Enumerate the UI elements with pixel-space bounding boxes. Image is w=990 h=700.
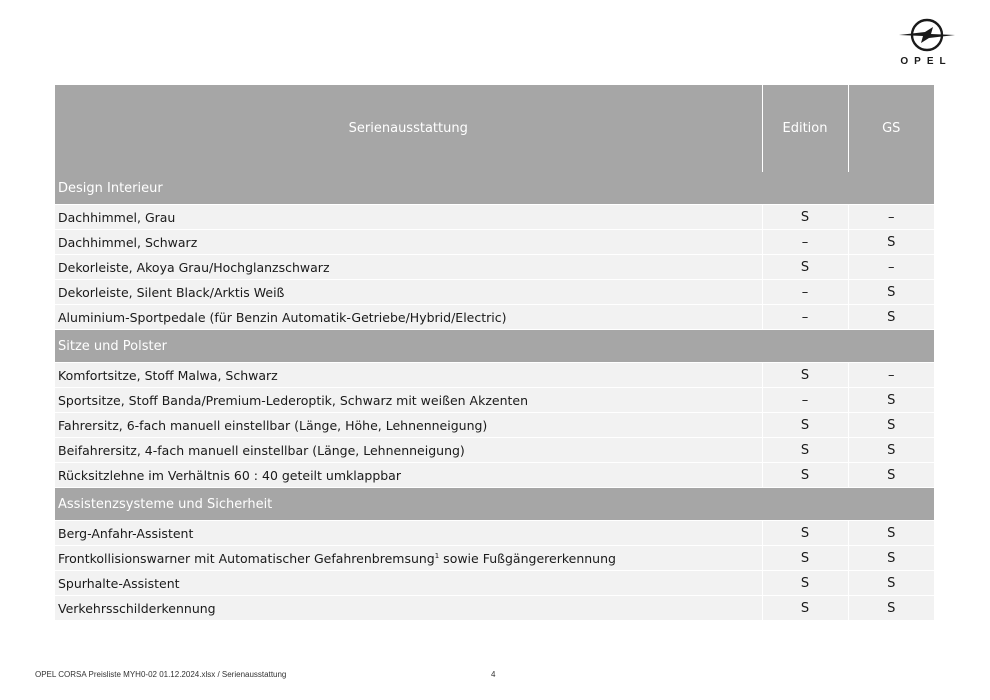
feature-label-text: Dachhimmel, Schwarz: [58, 234, 198, 250]
table-row: [55, 546, 934, 571]
feature-label: [55, 305, 762, 330]
feature-label-text: Beifahrersitz, 4-fach manuell einstellbar (Länge, Lehnenneigung): [58, 442, 465, 458]
table-row: [55, 571, 934, 596]
feature-label: [55, 280, 762, 305]
section-title: Sitze und Polster: [55, 330, 934, 363]
section-title: Design Interieur: [55, 172, 934, 205]
feature-label: [55, 546, 762, 571]
table-row: [55, 413, 934, 438]
value-edition: S: [762, 571, 848, 596]
header-title: Serienausstattung: [55, 85, 762, 172]
footnote-marker: 1: [434, 551, 440, 560]
feature-label: [55, 571, 762, 596]
table-row: [55, 596, 934, 621]
value-edition: S: [762, 596, 848, 621]
value-gs: S: [848, 546, 934, 571]
section-title: Assistenzsysteme und Sicherheit: [55, 488, 934, 521]
table-row: [55, 280, 934, 305]
feature-label: [55, 463, 762, 488]
opel-wordmark: OPEL: [900, 56, 952, 67]
section-header-row: [55, 172, 934, 205]
feature-label: [55, 438, 762, 463]
section-header-row: [55, 488, 934, 521]
value-edition: S: [762, 546, 848, 571]
value-edition: S: [762, 255, 848, 280]
value-gs: S: [848, 438, 934, 463]
table-row: [55, 305, 934, 330]
value-gs: S: [848, 230, 934, 255]
opel-logo: [893, 18, 963, 70]
feature-label-text: Aluminium-Sportpedale (für Benzin Automatik-Getriebe/Hybrid/Electric): [58, 309, 507, 325]
table-row: [55, 205, 934, 230]
header-col-gs: GS: [848, 85, 934, 172]
value-edition: S: [762, 463, 848, 488]
value-gs: –: [848, 205, 934, 230]
feature-label: [55, 413, 762, 438]
feature-label-text: Dekorleiste, Silent Black/Arktis Weiß: [58, 284, 285, 300]
feature-label-text: Spurhalte-Assistent: [58, 575, 180, 591]
feature-label-text: Berg-Anfahr-Assistent: [58, 525, 194, 541]
table-row: [55, 230, 934, 255]
feature-label-suffix: sowie Fußgängererkennung: [439, 550, 616, 566]
value-edition: S: [762, 205, 848, 230]
table-row: [55, 521, 934, 546]
value-gs: S: [848, 463, 934, 488]
page-number: 4: [491, 670, 496, 679]
feature-label-text: Frontkollisionswarner mit Automatischer Gefahrenbremsung: [58, 550, 435, 566]
value-gs: S: [848, 596, 934, 621]
feature-label: [55, 205, 762, 230]
table-row: [55, 255, 934, 280]
value-edition: S: [762, 521, 848, 546]
footer-filename: OPEL CORSA Preisliste MYH0-02 01.12.2024.xlsx / Serienausstattung: [35, 670, 287, 679]
table-row: [55, 388, 934, 413]
section-header-row: [55, 330, 934, 363]
value-edition: –: [762, 388, 848, 413]
feature-label-text: Komfortsitze, Stoff Malwa, Schwarz: [58, 367, 278, 383]
feature-label: [55, 521, 762, 546]
feature-label-text: Rücksitzlehne im Verhältnis 60 : 40 geteilt umklappbar: [58, 467, 401, 483]
value-edition: –: [762, 305, 848, 330]
table-row: [55, 363, 934, 388]
value-gs: S: [848, 413, 934, 438]
value-edition: S: [762, 438, 848, 463]
header-col-edition: Edition: [762, 85, 848, 172]
feature-label-text: Fahrersitz, 6-fach manuell einstellbar (Länge, Höhe, Lehnenneigung): [58, 417, 488, 433]
feature-label: [55, 388, 762, 413]
table-row: [55, 463, 934, 488]
equipment-table: [55, 85, 934, 621]
feature-label: [55, 230, 762, 255]
value-edition: S: [762, 363, 848, 388]
opel-blitz-icon: [897, 18, 957, 52]
value-gs: S: [848, 388, 934, 413]
feature-label: [55, 596, 762, 621]
feature-label: [55, 255, 762, 280]
value-edition: –: [762, 230, 848, 255]
table-header-row: [55, 85, 934, 172]
feature-label-text: Sportsitze, Stoff Banda/Premium-Lederoptik, Schwarz mit weißen Akzenten: [58, 392, 529, 408]
feature-label: [55, 363, 762, 388]
table-row: [55, 438, 934, 463]
value-edition: S: [762, 413, 848, 438]
feature-label-text: Verkehrsschilderkennung: [58, 600, 216, 616]
value-gs: S: [848, 521, 934, 546]
feature-label-text: Dekorleiste, Akoya Grau/Hochglanzschwarz: [58, 259, 330, 275]
value-gs: –: [848, 363, 934, 388]
value-gs: S: [848, 305, 934, 330]
feature-label-text: Dachhimmel, Grau: [58, 209, 176, 225]
value-gs: S: [848, 571, 934, 596]
value-gs: S: [848, 280, 934, 305]
value-gs: –: [848, 255, 934, 280]
value-edition: –: [762, 280, 848, 305]
